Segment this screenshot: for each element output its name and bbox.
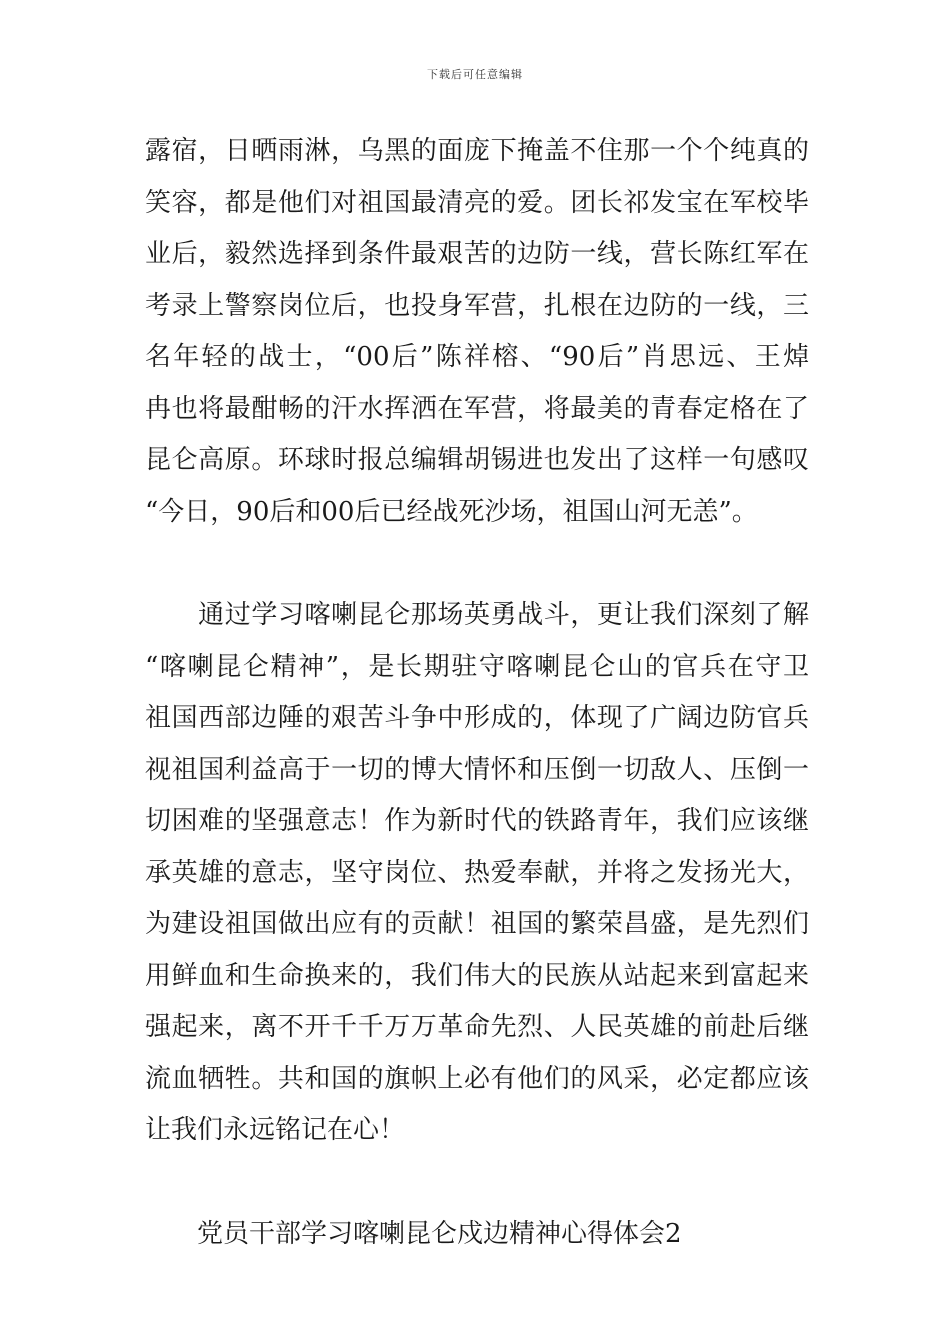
paragraph-spacer [145,538,809,590]
page-header-note: 下载后可任意编辑 [427,68,523,81]
paragraph-1 [145,126,809,538]
text-line: 强起来，离不开千千万万革命先烈、人民英雄的前赴后继 [145,1012,809,1042]
text-line: 用鲜血和生命换来的，我们伟大的民族从站起来到富起来 [145,960,809,991]
text-line: 露宿，日晒雨淋，乌黑的面庞下掩盖不住那一个个纯真的 [145,136,809,166]
text-line: 昆仑高原。环球时报总编辑胡锡进也发出了这样一句感叹 [145,445,809,475]
text-line: 切困难的坚强意志！作为新时代的铁路青年，我们应该继 [145,806,809,836]
text-line: “今日，90后和00后已经战死沙场，祖国山河无恙”。 [145,496,758,527]
text-line: 笑容，都是他们对祖国最清亮的爱。团长祁发宝在军校毕 [145,187,809,218]
text-line: 流血牺牲。共和国的旗帜上必有他们的风采，必定都应该 [145,1063,809,1094]
text-line: 冉也将最酣畅的汗水挥洒在军营，将最美的青春定格在了 [145,393,809,424]
text-line: 让我们永远铭记在心！ [145,1115,406,1145]
text-line: 名年轻的战士，“00后”陈祥榕、“90后”肖思远、王焯 [145,342,809,372]
text-line: 视祖国利益高于一切的博大情怀和压倒一切敌人、压倒一 [145,754,809,785]
text-line: 通过学习喀喇昆仑那场英勇战斗，更让我们深刻了解 [145,600,809,630]
section-heading: 党员干部学习喀喇昆仑戍边精神心得体会2 [197,1218,682,1249]
text-line: 为建设祖国做出应有的贡献！祖国的繁荣昌盛，是先烈们 [145,909,809,939]
text-line: “喀喇昆仑精神”，是长期驻守喀喇昆仑山的官兵在守卫 [145,651,809,682]
text-line: 业后，毅然选择到条件最艰苦的边防一线，营长陈红军在 [145,239,809,269]
text-line: 承英雄的意志，坚守岗位、热爱奉献，并将之发扬光大， [145,857,809,888]
paragraph-spacer [145,1157,809,1209]
text-line: 考录上警察岗位后，也投身军营，扎根在边防的一线，三 [145,290,809,321]
paragraph-2 [145,590,809,1157]
text-line: 祖国西部边陲的艰苦斗争中形成的，体现了广阔边防官兵 [145,703,809,733]
document-body [145,126,809,1260]
